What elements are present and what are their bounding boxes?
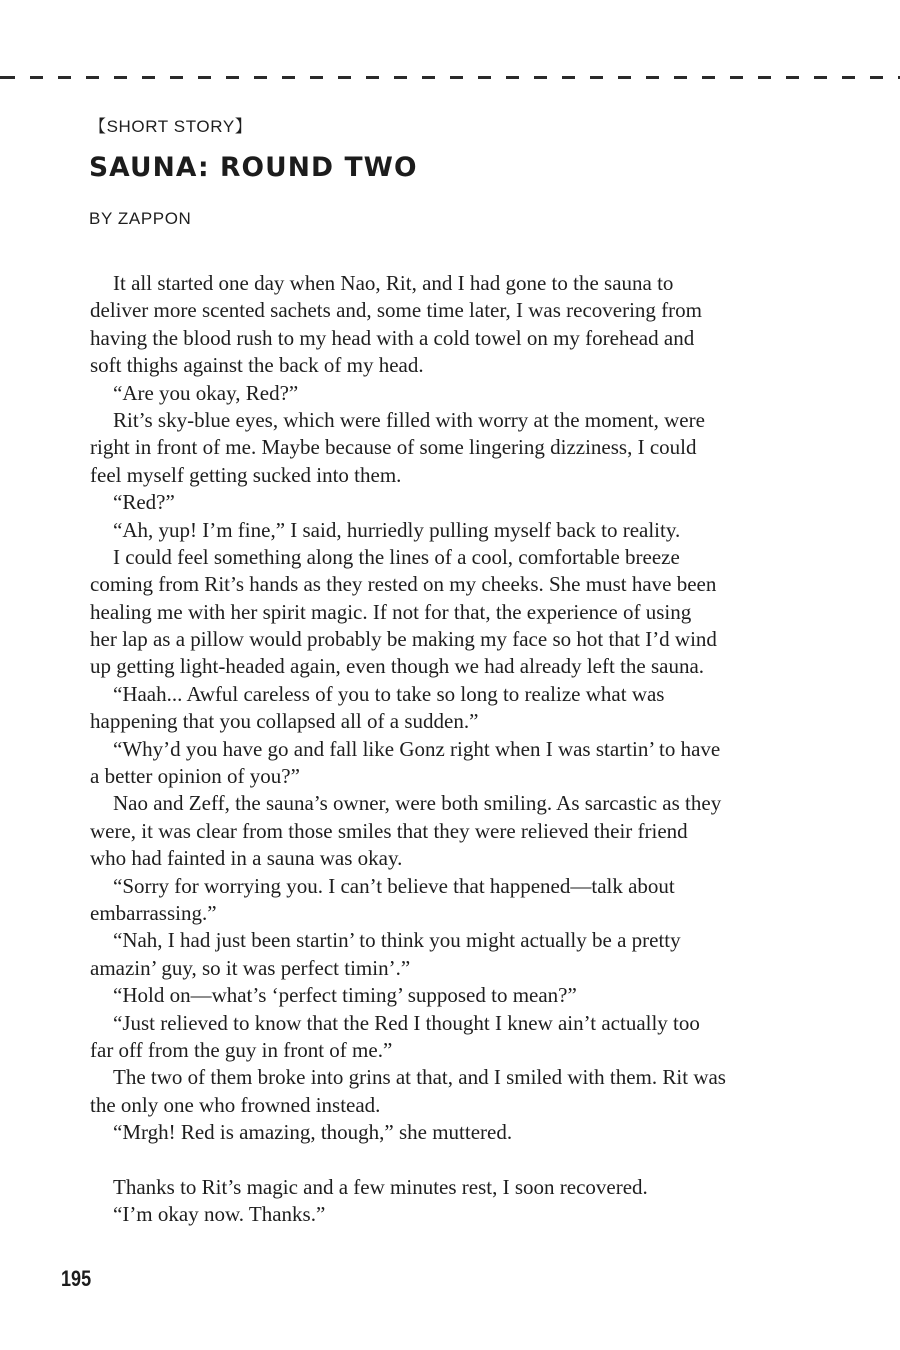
author-byline: BY ZAPPON: [89, 209, 192, 228]
body-line: were, it was clear from those smiles that they were relieved their friend: [90, 818, 688, 843]
body-line: far off from the guy in front of me.”: [90, 1037, 393, 1062]
body-line: amazin’ guy, so it was perfect timin’.”: [90, 955, 411, 980]
body-line: I could feel something along the lines of a cool, comfortable breeze: [113, 544, 680, 569]
body-line: The two of them broke into grins at that, and I smiled with them. Rit was: [113, 1065, 726, 1090]
body-line: coming from Rit’s hands as they rested on my cheeks. She must have been: [90, 572, 717, 597]
section-kicker: 【SHORT STORY】: [89, 117, 253, 136]
body-line: “I’m okay now. Thanks.”: [113, 1202, 326, 1227]
body-line: “Are you okay, Red?”: [113, 380, 299, 405]
body-line: “Mrgh! Red is amazing, though,” she muttered.: [113, 1120, 513, 1145]
body-line: It all started one day when Nao, Rit, and I had gone to the sauna to: [113, 271, 674, 295]
body-line: feel myself getting sucked into them.: [90, 462, 402, 487]
body-line: her lap as a pillow would probably be making my face so hot that I’d wind: [90, 627, 717, 652]
body-line: deliver more scented sachets and, some time later, I was recovering from: [90, 298, 703, 323]
body-line: the only one who frowned instead.: [90, 1092, 381, 1117]
body-line: “Hold on—what’s ‘perfect timing’ supposed to mean?”: [113, 983, 577, 1008]
page-number: 195: [61, 1266, 92, 1291]
body-line: happening that you collapsed all of a sudden.”: [90, 709, 479, 734]
body-line: “Red?”: [113, 490, 175, 515]
body-line: Nao and Zeff, the sauna’s owner, were both smiling. As sarcastic as they: [113, 791, 722, 816]
section-break: [90, 1147, 820, 1174]
body-line: embarrassing.”: [90, 900, 217, 925]
body-line: “Why’d you have go and fall like Gonz right when I was startin’ to have: [113, 736, 721, 761]
body-line: “Nah, I had just been startin’ to think you might actually be a pretty: [113, 928, 681, 953]
body-line: “Ah, yup! I’m fine,” I said, hurriedly pulling myself back to reality.: [113, 517, 681, 542]
body-line: “Haah... Awful careless of you to take so long to realize what was: [113, 681, 665, 706]
body-line: “Sorry for worrying you. I can’t believe that happened—talk about: [113, 873, 675, 898]
body-line: having the blood rush to my head with a cold towel on my forehead and: [90, 325, 695, 350]
story-title: SAUNA: ROUND TWO: [89, 152, 418, 183]
body-line: Thanks to Rit’s magic and a few minutes rest, I soon recovered.: [113, 1174, 648, 1199]
story-body: [90, 270, 820, 1229]
body-line: “Just relieved to know that the Red I thought I knew ain’t actually too: [113, 1010, 700, 1035]
body-line: healing me with her spirit magic. If not for that, the experience of using: [90, 599, 692, 624]
body-line: Rit’s sky-blue eyes, which were filled with worry at the moment, were: [113, 407, 705, 432]
dashed-divider: [0, 76, 900, 79]
body-line: soft thighs against the back of my head.: [90, 353, 424, 378]
body-line: right in front of me. Maybe because of some lingering dizziness, I could: [90, 435, 697, 460]
body-line: a better opinion of you?”: [90, 764, 300, 789]
body-line: up getting light-headed again, even though we had already left the sauna.: [90, 654, 705, 679]
body-line: who had fainted in a sauna was okay.: [90, 846, 403, 871]
